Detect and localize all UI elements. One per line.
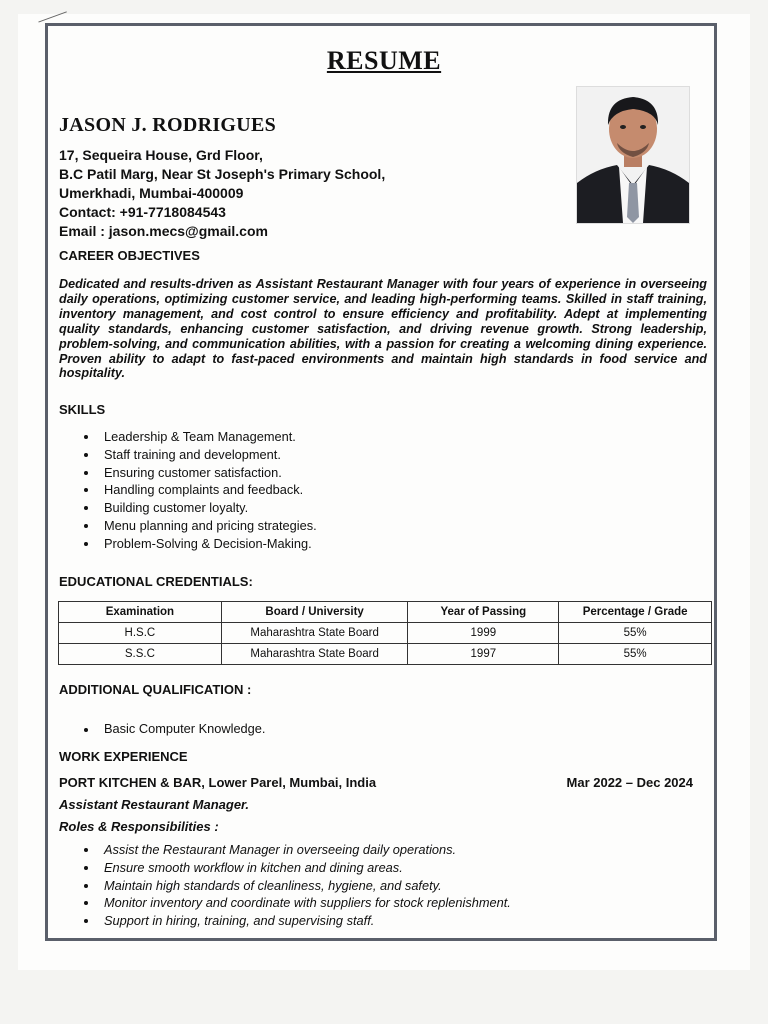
- address-line-2: B.C Patil Marg, Near St Joseph's Primary School,: [59, 166, 386, 182]
- skill-item: Staff training and development.: [82, 446, 317, 464]
- portrait-image: [577, 87, 689, 223]
- column-header: Year of Passing: [408, 602, 559, 623]
- table-cell: 55%: [559, 623, 712, 644]
- skill-item: Problem-Solving & Decision-Making.: [82, 535, 317, 553]
- skills-list: [82, 428, 317, 553]
- responsibility-item: Support in hiring, training, and supervising staff.: [82, 912, 511, 930]
- job-dates: Mar 2022 – Dec 2024: [566, 775, 693, 790]
- table-header-row: [59, 602, 712, 623]
- responsibilities-heading: Roles & Responsibilities :: [59, 819, 219, 834]
- table-cell: Maharashtra State Board: [221, 623, 408, 644]
- education-table: [58, 601, 712, 665]
- skill-item: Menu planning and pricing strategies.: [82, 517, 317, 535]
- column-header: Percentage / Grade: [559, 602, 712, 623]
- additional-list: [82, 721, 265, 736]
- contact-email: Email : jason.mecs@gmail.com: [59, 223, 268, 239]
- job-role: Assistant Restaurant Manager.: [59, 797, 250, 812]
- table-cell: H.S.C: [59, 623, 222, 644]
- skills-heading: SKILLS: [59, 402, 106, 417]
- company-name: PORT KITCHEN & BAR, Lower Parel, Mumbai, India: [59, 775, 377, 790]
- column-header: Board / University: [221, 602, 408, 623]
- career-objective-text: Dedicated and results-driven as Assistant Restaurant Manager with four years of experience in overseeing daily operations, optimizing customer service, and leading high-performing teams. Skilled in staff training, inventory management, and cost control to ensure efficiency and profitability. Adept at implementing quality standards, enhancing customer satisfaction, and driving revenue growth. Strong leadership, problem-solving, and communication abilities, with a passion for creating a welcoming dining experience. Proven ability to adapt to fast-paced environments and maintain high standards in food service and hospitality.: [59, 277, 707, 381]
- table-cell: S.S.C: [59, 644, 222, 665]
- career-heading: CAREER OBJECTIVES: [59, 248, 200, 263]
- candidate-name: JASON J. RODRIGUES: [59, 114, 277, 136]
- table-cell: 55%: [559, 644, 712, 665]
- table-cell: Maharashtra State Board: [221, 644, 408, 665]
- additional-item: Basic Computer Knowledge.: [82, 721, 265, 736]
- address-line-1: 17, Sequeira House, Grd Floor,: [59, 147, 263, 163]
- skill-item: Ensuring customer satisfaction.: [82, 464, 317, 482]
- resume-title: RESUME: [326, 46, 442, 75]
- contact-block: [59, 146, 385, 241]
- responsibility-item: Monitor inventory and coordinate with suppliers for stock replenishment.: [82, 894, 511, 912]
- work-heading: WORK EXPERIENCE: [59, 749, 188, 764]
- responsibility-item: Assist the Restaurant Manager in overseeing daily operations.: [82, 841, 511, 859]
- responsibilities-list: [82, 841, 511, 930]
- table-row: [59, 623, 712, 644]
- responsibility-item: Maintain high standards of cleanliness, hygiene, and safety.: [82, 877, 511, 895]
- education-heading: EDUCATIONAL CREDENTIALS:: [59, 574, 253, 589]
- job-header: [59, 775, 693, 790]
- skill-item: Handling complaints and feedback.: [82, 481, 317, 499]
- skill-item: Building customer loyalty.: [82, 499, 317, 517]
- table-row: [59, 644, 712, 665]
- address-line-3: Umerkhadi, Mumbai-400009: [59, 185, 244, 201]
- contact-phone: Contact: +91-7718084543: [59, 204, 226, 220]
- skill-item: Leadership & Team Management.: [82, 428, 317, 446]
- additional-heading: ADDITIONAL QUALIFICATION :: [59, 682, 252, 697]
- column-header: Examination: [59, 602, 222, 623]
- table-cell: 1999: [408, 623, 559, 644]
- responsibility-item: Ensure smooth workflow in kitchen and dining areas.: [82, 859, 511, 877]
- profile-photo: [576, 86, 690, 224]
- table-cell: 1997: [408, 644, 559, 665]
